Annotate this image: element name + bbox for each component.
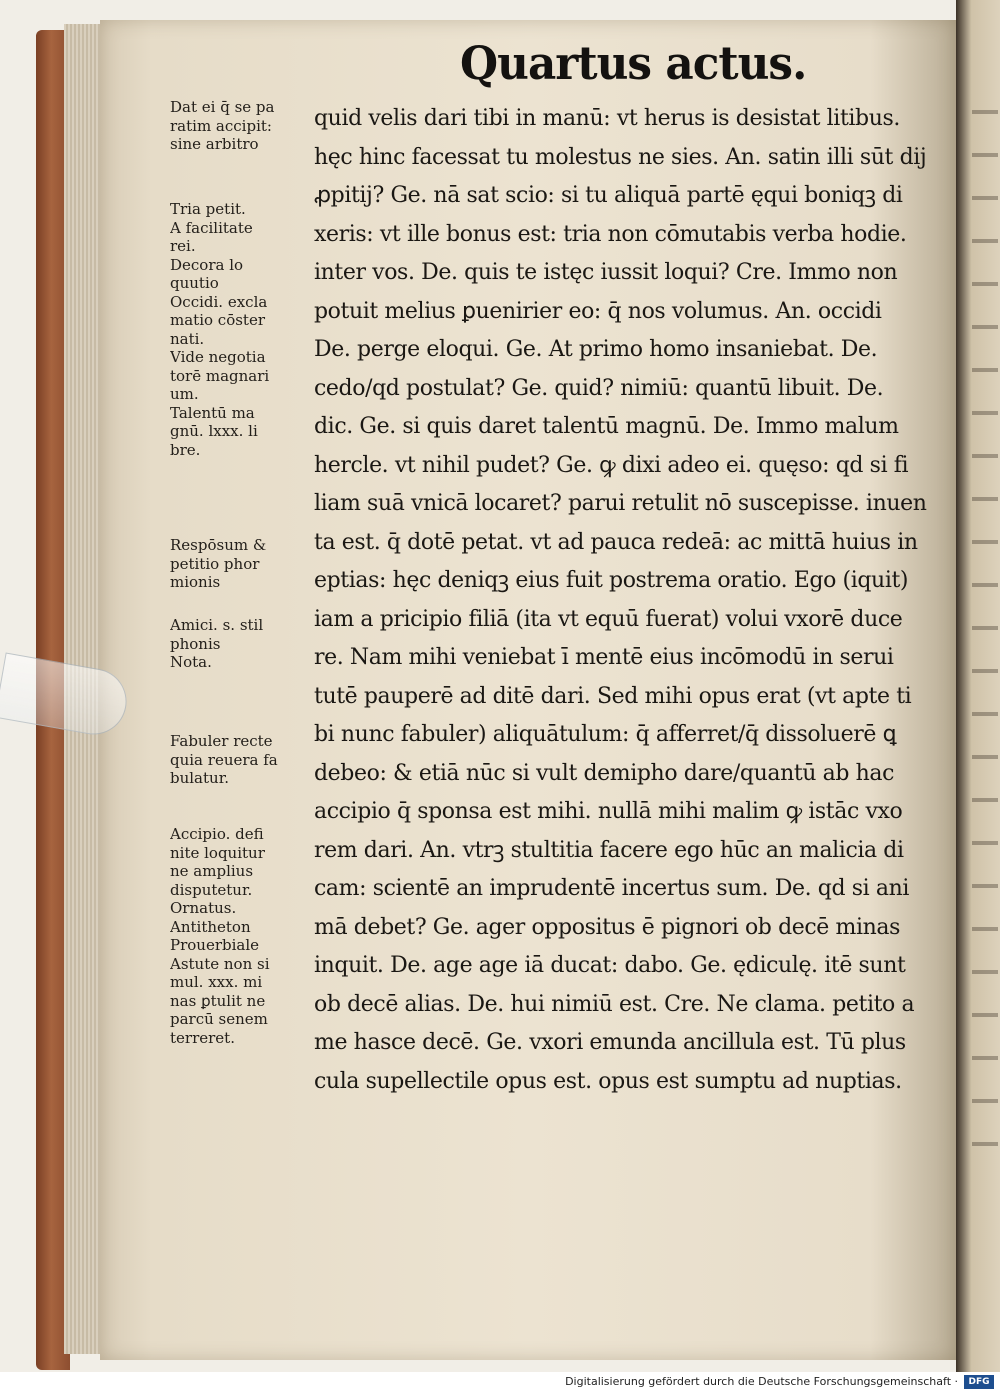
text-line: rem dari. An. vtrꝫ stultitia facere ego hūc an malicia di — [314, 837, 904, 863]
gloss-line: quutio — [170, 274, 219, 292]
dfg-logo: DFG — [964, 1375, 994, 1389]
text-line: ꝓpitij? Ge. nā sat scio: si tu aliquā partē ęqui boniqꝫ di — [314, 183, 903, 208]
text-line: ta est. q̄ dotē petat. vt ad pauca redeā: ac mittā huius in — [314, 529, 918, 555]
gloss-note — [170, 616, 310, 672]
text-line: cam: scientē an imprudentē incertus sum. De. qd si ani — [314, 876, 909, 901]
footer-credit: Digitalisierung gefördert durch die Deutsche Forschungsgemeinschaft · — [565, 1375, 958, 1388]
gloss-line: Fabuler recte — [170, 732, 273, 750]
gloss-note — [170, 98, 310, 154]
gloss-line: Antitheton — [170, 917, 251, 936]
gloss-line: Ornatus. — [170, 899, 237, 917]
gloss-line: Dat ei q̄ se pa — [170, 98, 275, 116]
gloss-line: torē magnari — [170, 366, 270, 385]
gloss-line: petitio phor — [170, 554, 260, 573]
gloss-line: ne amplius — [170, 862, 254, 880]
gloss-note — [170, 732, 310, 788]
text-line: iam a pricipio filiā (ita vt equū fuerat) volui vxorē duce — [314, 606, 903, 632]
gloss-line: nas ꝑtulit ne — [170, 991, 266, 1010]
next-page-text-shadow — [972, 90, 998, 1150]
gloss-line: Occidi. excla — [170, 292, 268, 311]
gloss-note — [170, 200, 310, 459]
text-line: cula supellectile opus est. opus est sumptu ad nuptias. — [314, 1068, 902, 1094]
text-line: hęc hinc facessat tu molestus ne sies. An. satin illi sūt dij — [314, 144, 927, 170]
page-heading: Quartus actus. — [460, 36, 807, 90]
gloss-note — [170, 825, 310, 1047]
text-line: dic. Ge. si quis daret talentū magnū. De. Immo malum — [314, 414, 899, 439]
text-line: bi nunc fabuler) aliquātulum: q̄ afferret/q̄ dissoluerē ꝗ — [314, 722, 897, 747]
gloss-note — [170, 536, 310, 592]
text-line: xeris: vt ille bonus est: tria non cōmutabis verba hodie. — [314, 221, 907, 247]
gloss-line: Talentū ma — [170, 403, 255, 422]
text-line: inquit. De. age age iā ducat: dabo. Ge. ędiculę. itē sunt — [314, 953, 906, 978]
gloss-line: phonis — [170, 634, 221, 653]
text-line: me hasce decē. Ge. vxori emunda ancillula est. Tū plus — [314, 1030, 906, 1055]
gloss-line: Nota. — [170, 653, 212, 671]
gloss-line: sine arbitro — [170, 135, 259, 153]
text-line: mā debet? Ge. ager oppositus ē pignori ob decē minas — [314, 914, 900, 940]
text-line: debeo: & etiā nūc si vult demipho dare/quantū ab hac — [314, 760, 895, 786]
gloss-line: bulatur. — [170, 769, 229, 787]
gloss-line: Respōsum & — [170, 536, 267, 554]
text-line: De. perge eloqui. Ge. At primo homo insaniebat. De. — [314, 337, 878, 362]
gloss-line: ratim accipit: — [170, 116, 272, 135]
text-line: ob decē alias. De. hui nimiū est. Cre. Ne clama. petito a — [314, 991, 915, 1017]
gloss-line: Prouerbiale — [170, 936, 260, 954]
text-line: quid velis dari tibi in manū: vt herus is desistat litibus. — [314, 106, 900, 131]
gloss-line: disputetur. — [170, 880, 253, 899]
gloss-line: bre. — [170, 440, 201, 459]
gloss-line: rei. — [170, 237, 196, 255]
text-line: re. Nam mihi veniebat ī mentē eius incōmodū in serui — [314, 645, 894, 670]
text-line: liam suā vnicā locaret? parui retulit nō suscepisse. inuen — [314, 491, 927, 516]
text-line: cedo/qd postulat? Ge. quid? nimiū: quantū libuit. De. — [314, 375, 884, 401]
main-text-block — [314, 100, 939, 1101]
gloss-line: parcū senem — [170, 1010, 268, 1028]
gloss-line: Astute non si — [170, 954, 270, 973]
gloss-line: Vide negotia — [170, 348, 266, 366]
gloss-line: Tria petit. — [170, 200, 246, 218]
text-line: hercle. vt nihil pudet? Ge. ꝙ dixi adeo ei. quęso: qd si fi — [314, 452, 909, 478]
gloss-line: terreret. — [170, 1028, 235, 1047]
gloss-line: nite loquitur — [170, 843, 265, 862]
gloss-line: um. — [170, 385, 199, 403]
text-line: potuit melius ꝑuenirier eo: q̄ nos volumus. An. occidi — [314, 298, 882, 324]
text-line: accipio q̄ sponsa est mihi. nullā mihi malim ꝙ istāc vxo — [314, 799, 903, 824]
gloss-line: quia reuera fa — [170, 750, 278, 769]
gloss-line: Amici. s. stil — [170, 616, 264, 634]
gloss-line: matio cōster — [170, 311, 265, 329]
text-line: tutē pauperē ad ditē dari. Sed mihi opus erat (vt apte ti — [314, 683, 912, 709]
gloss-line: Accipio. defi — [170, 825, 264, 843]
text-line: eptias: hęc deniqꝫ eius fuit postrema oratio. Ego (iquit) — [314, 568, 909, 593]
gloss-line: gnū. lxxx. li — [170, 422, 258, 440]
text-line: inter vos. De. quis te istęc iussit loqui? Cre. Immo non — [314, 260, 898, 285]
gloss-line: nati. — [170, 329, 205, 348]
gloss-line: mionis — [170, 573, 221, 591]
gloss-line: A facilitate — [170, 218, 253, 237]
gloss-line: mul. xxx. mi — [170, 973, 263, 991]
gloss-line: Decora lo — [170, 255, 244, 274]
